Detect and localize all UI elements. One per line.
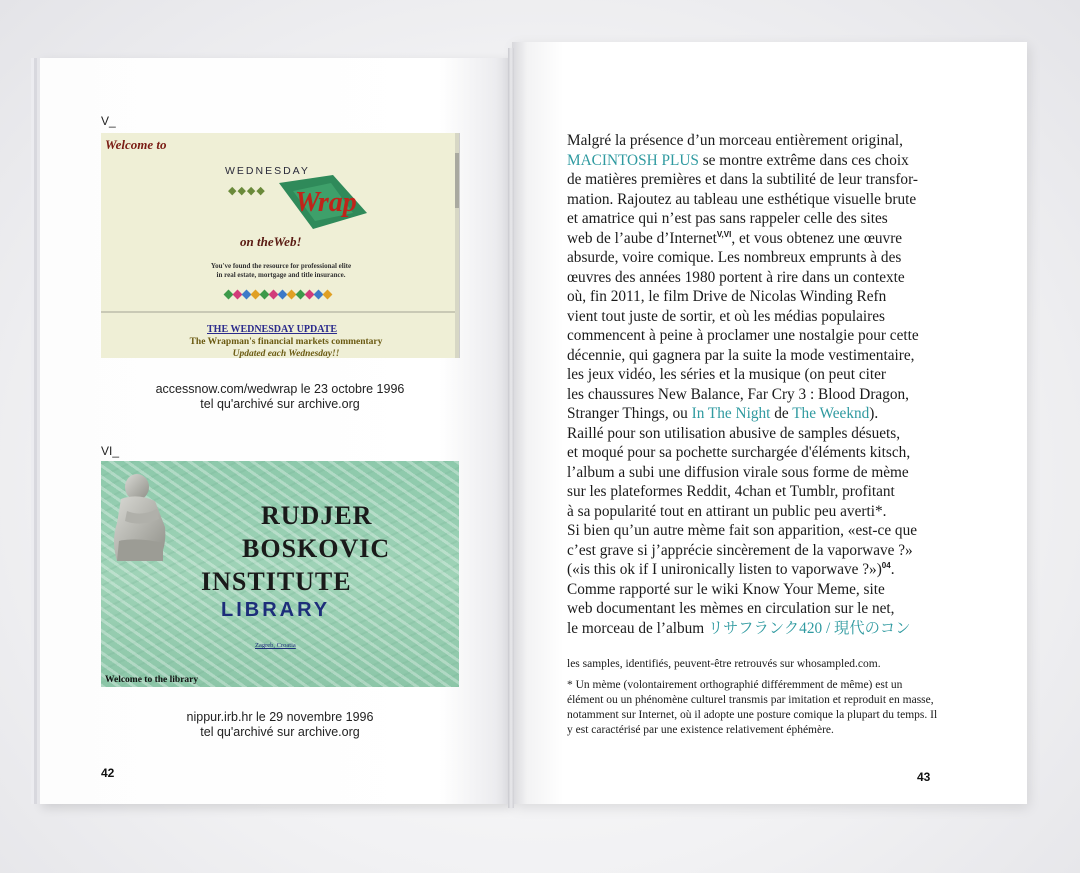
note-reference: 04 [881,561,891,570]
body-line: où, fin 2011, le film Drive de Nicolas Winding Refn [567,288,887,305]
commentary-line: The Wrapman's financial markets commentary [189,337,383,347]
figure-vi-caption [90,710,470,740]
body-line: les chaussures New Balance, Far Cry 3 : Blood Dragon, [567,385,909,403]
screenshot-divider [101,311,455,313]
zagreb-link[interactable]: Zagreb, Croatia [255,642,296,649]
body-line: Si bien qu’un autre mème fait son apparition, «est-ce que [567,522,918,539]
body-line: de matières premières et dans la subtilité de leur transfor- [567,171,918,188]
body-line: Raillé pour son utilisation abusive de samples désuets, [567,424,901,442]
figure-v-caption-line-2: tel qu'archivé sur archive.org [200,397,360,411]
body-line: MACINTOSH PLUS se montre extrême dans ces choix [567,151,909,169]
figure-v-caption [90,382,470,412]
figure-vi-caption-line-2: tel qu'archivé sur archive.org [200,725,360,739]
body-line: à sa popularité tout en attirant un public peu averti*. [567,502,887,520]
body-line: œuvres des années 1980 portent à rire dans un contexte [567,268,905,286]
figure-vi-label: VI_ [101,444,120,458]
figure-v-screenshot [101,133,460,358]
commentary-text [161,336,411,358]
body-line: les jeux vidéo, les séries et la musique (on peut citer [567,366,887,383]
notes-section [567,657,939,744]
album-title-link: リサフランク420 / 現代のコン [708,619,911,637]
body-line: commencent à peine à proclamer une nostalgie pour cette [567,327,919,344]
resource-line-1: You've found the resource for professional elite [210,262,352,270]
body-line: décennie, qui gagnera par la suite la mode vestimentaire, [567,346,915,364]
on-the-web-heading: on theWeb! [240,234,302,249]
macintosh-plus-link: MACINTOSH PLUS [567,151,699,169]
the-weeknd-link: The Weeknd [792,405,870,422]
rudjer-heading: RUDJER [261,501,373,530]
statue-image-icon [107,471,177,563]
welcome-heading: Welcome to [105,137,167,152]
wednesday-title: WEDNESDAY [225,165,310,177]
figure-vi-caption-line-1: nippur.irb.hr le 29 novembre 1996 [186,710,374,724]
library-heading: LIBRARY [221,599,331,621]
body-line: et moqué pour sa pochette surchargée d'éléments kitsch, [567,444,911,461]
body-line: Malgré la présence d’un morceau entièrement original, [567,132,903,149]
figure-vi-screenshot [101,461,459,687]
body-line: Comme rapporté sur le wiki Know Your Meme, site [567,580,885,598]
left-page-number: 42 [101,766,115,780]
body-line: mation. Rajoutez au tableau une esthétique visuelle brute [567,190,917,208]
samples-note: les samples, identifiés, peuvent-être retrouvés sur whosampled.com. [567,658,881,670]
welcome-library-text: Welcome to the library [105,675,199,685]
right-page-number: 43 [917,770,931,784]
body-line: l’album a subi une diffusion virale sous forme de mème [567,463,909,481]
body-line: absurde, voire comique. Les nombreux emprunts à des [567,249,902,266]
body-line: («is this ok if I unironically listen to vaporwave ?»)$^{04}$. [567,561,895,578]
footnote-meme: * Un mème (volontairement orthographié différemment de même) est un élément ou un phénomène culturel transmis par imitation et reproduit en masse, notamment sur Internet, où il adopte une posture comique la plupart du temps. Il y est caractérisé par une existence relativement éphémère. [567,679,938,736]
updated-line: Updated each Wednesday!! [232,349,340,358]
boskovic-heading: BOSKOVIC [242,534,391,563]
institute-heading: INSTITUTE [201,567,352,596]
body-text [567,131,959,638]
figure-reference: V,VI [716,229,732,239]
resource-description [161,262,401,280]
body-line: vient tout juste de sortir, et où les médias populaires [567,307,886,325]
body-line: le morceau de l’album リサフランク420 / 現代のコン [567,619,911,637]
figure-v-caption-line-1: accessnow.com/wedwrap le 23 octobre 1996 [155,382,405,396]
diamond-ornament-icon: ◆◆◆◆ [228,185,266,197]
wrap-logo-icon [273,173,373,231]
body-line: Stranger Things, ou In The Night de The Weeknd). [567,405,879,422]
body-line: c’est grave si j’apprécie sincèrement de la vaporwave ?» [567,541,913,559]
body-line: et amatrice qui n’est pas sans rappeler celle des sites [567,210,888,227]
in-the-night-link: In The Night [691,405,771,422]
screenshot-scroll-thumb [455,153,459,208]
wrap-logo-text: Wrap [295,187,357,218]
body-line: web documentant les mèmes en circulation sur le net, [567,600,895,617]
body-line: sur les plateformes Reddit, 4chan et Tumblr, profitant [567,483,895,500]
book-gutter [508,48,514,808]
colored-diamond-row-icon [225,291,331,298]
body-line: web de l’aube d’Internet$^{V,VI}$, et vous obtenez une œuvre [567,229,903,247]
resource-line-2: in real estate, mortgage and title insurance. [216,271,346,279]
wednesday-update-link[interactable]: THE WEDNESDAY UPDATE [207,324,338,335]
figure-v-label: V_ [101,114,116,128]
